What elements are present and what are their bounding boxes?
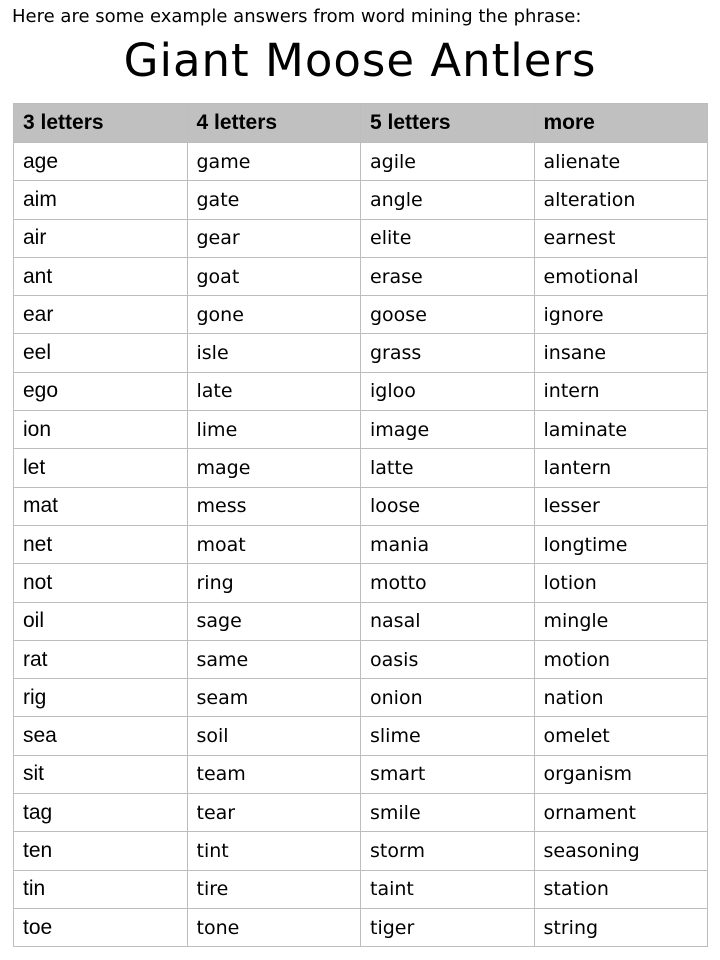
table-cell: loose: [361, 487, 535, 525]
table-cell: string: [534, 908, 708, 946]
table-cell: sea: [14, 717, 188, 755]
table-cell: ornament: [534, 794, 708, 832]
table-cell: angle: [361, 181, 535, 219]
column-header: 4 letters: [187, 104, 361, 143]
table-cell: age: [14, 143, 188, 181]
table-row: [14, 449, 708, 487]
table-cell: seam: [187, 679, 361, 717]
table-cell: tear: [187, 794, 361, 832]
table-cell: ion: [14, 411, 188, 449]
table-row: [14, 143, 708, 181]
table-cell: lantern: [534, 449, 708, 487]
table-cell: gear: [187, 219, 361, 257]
table-cell: goose: [361, 296, 535, 334]
table-cell: tag: [14, 794, 188, 832]
table-row: [14, 908, 708, 946]
table-cell: alteration: [534, 181, 708, 219]
table-cell: onion: [361, 679, 535, 717]
table-cell: mage: [187, 449, 361, 487]
table-cell: mania: [361, 525, 535, 563]
table-cell: erase: [361, 257, 535, 295]
page-title: Giant Moose Antlers: [123, 34, 597, 87]
table-cell: ear: [14, 296, 188, 334]
table-cell: alienate: [534, 143, 708, 181]
table-row: [14, 640, 708, 678]
table-cell: goat: [187, 257, 361, 295]
table-cell: moat: [187, 525, 361, 563]
column-header: 3 letters: [14, 104, 188, 143]
table-row: [14, 219, 708, 257]
word-table: [13, 103, 708, 947]
table-row: [14, 755, 708, 793]
table-cell: oasis: [361, 640, 535, 678]
table-cell: net: [14, 525, 188, 563]
table-cell: grass: [361, 334, 535, 372]
table-cell: gate: [187, 181, 361, 219]
table-cell: nation: [534, 679, 708, 717]
table-cell: gone: [187, 296, 361, 334]
table-cell: smile: [361, 794, 535, 832]
table-cell: tin: [14, 870, 188, 908]
table-cell: soil: [187, 717, 361, 755]
table-cell: organism: [534, 755, 708, 793]
table-cell: ignore: [534, 296, 708, 334]
table-row: [14, 870, 708, 908]
table-cell: storm: [361, 832, 535, 870]
table-cell: station: [534, 870, 708, 908]
table-cell: air: [14, 219, 188, 257]
table-row: [14, 525, 708, 563]
table-row: [14, 411, 708, 449]
table-cell: game: [187, 143, 361, 181]
table-row: [14, 717, 708, 755]
table-cell: tint: [187, 832, 361, 870]
table-row: [14, 794, 708, 832]
table-cell: rig: [14, 679, 188, 717]
table-cell: elite: [361, 219, 535, 257]
table-cell: ring: [187, 564, 361, 602]
table-cell: nasal: [361, 602, 535, 640]
table-row: [14, 257, 708, 295]
table-cell: not: [14, 564, 188, 602]
table-row: [14, 832, 708, 870]
table-cell: earnest: [534, 219, 708, 257]
table-row: [14, 487, 708, 525]
table-cell: tiger: [361, 908, 535, 946]
table-cell: taint: [361, 870, 535, 908]
table-cell: latte: [361, 449, 535, 487]
table-cell: mingle: [534, 602, 708, 640]
table-cell: ten: [14, 832, 188, 870]
table-cell: emotional: [534, 257, 708, 295]
table-row: [14, 372, 708, 410]
table-cell: tone: [187, 908, 361, 946]
table-row: [14, 181, 708, 219]
table-header-row: [14, 104, 708, 143]
table-cell: tire: [187, 870, 361, 908]
table-row: [14, 296, 708, 334]
table-cell: eel: [14, 334, 188, 372]
table-cell: seasoning: [534, 832, 708, 870]
column-header: 5 letters: [361, 104, 535, 143]
table-cell: ant: [14, 257, 188, 295]
table-cell: rat: [14, 640, 188, 678]
table-row: [14, 679, 708, 717]
table-cell: isle: [187, 334, 361, 372]
table-cell: motto: [361, 564, 535, 602]
table-cell: mess: [187, 487, 361, 525]
table-cell: toe: [14, 908, 188, 946]
table-cell: sage: [187, 602, 361, 640]
table-cell: insane: [534, 334, 708, 372]
table-cell: lime: [187, 411, 361, 449]
table-cell: late: [187, 372, 361, 410]
table-cell: lesser: [534, 487, 708, 525]
table-cell: laminate: [534, 411, 708, 449]
table-cell: let: [14, 449, 188, 487]
table-cell: sit: [14, 755, 188, 793]
table-cell: ego: [14, 372, 188, 410]
table-cell: oil: [14, 602, 188, 640]
table-cell: image: [361, 411, 535, 449]
table-row: [14, 564, 708, 602]
table-cell: lotion: [534, 564, 708, 602]
table-cell: same: [187, 640, 361, 678]
table-row: [14, 602, 708, 640]
table-cell: slime: [361, 717, 535, 755]
table-cell: mat: [14, 487, 188, 525]
table-cell: intern: [534, 372, 708, 410]
intro-text: Here are some example answers from word mining the phrase:: [12, 6, 582, 27]
table-row: [14, 334, 708, 372]
table-cell: longtime: [534, 525, 708, 563]
table-cell: team: [187, 755, 361, 793]
table-cell: omelet: [534, 717, 708, 755]
table-cell: agile: [361, 143, 535, 181]
table-cell: igloo: [361, 372, 535, 410]
table-cell: smart: [361, 755, 535, 793]
column-header: more: [534, 104, 708, 143]
table-cell: aim: [14, 181, 188, 219]
table-cell: motion: [534, 640, 708, 678]
